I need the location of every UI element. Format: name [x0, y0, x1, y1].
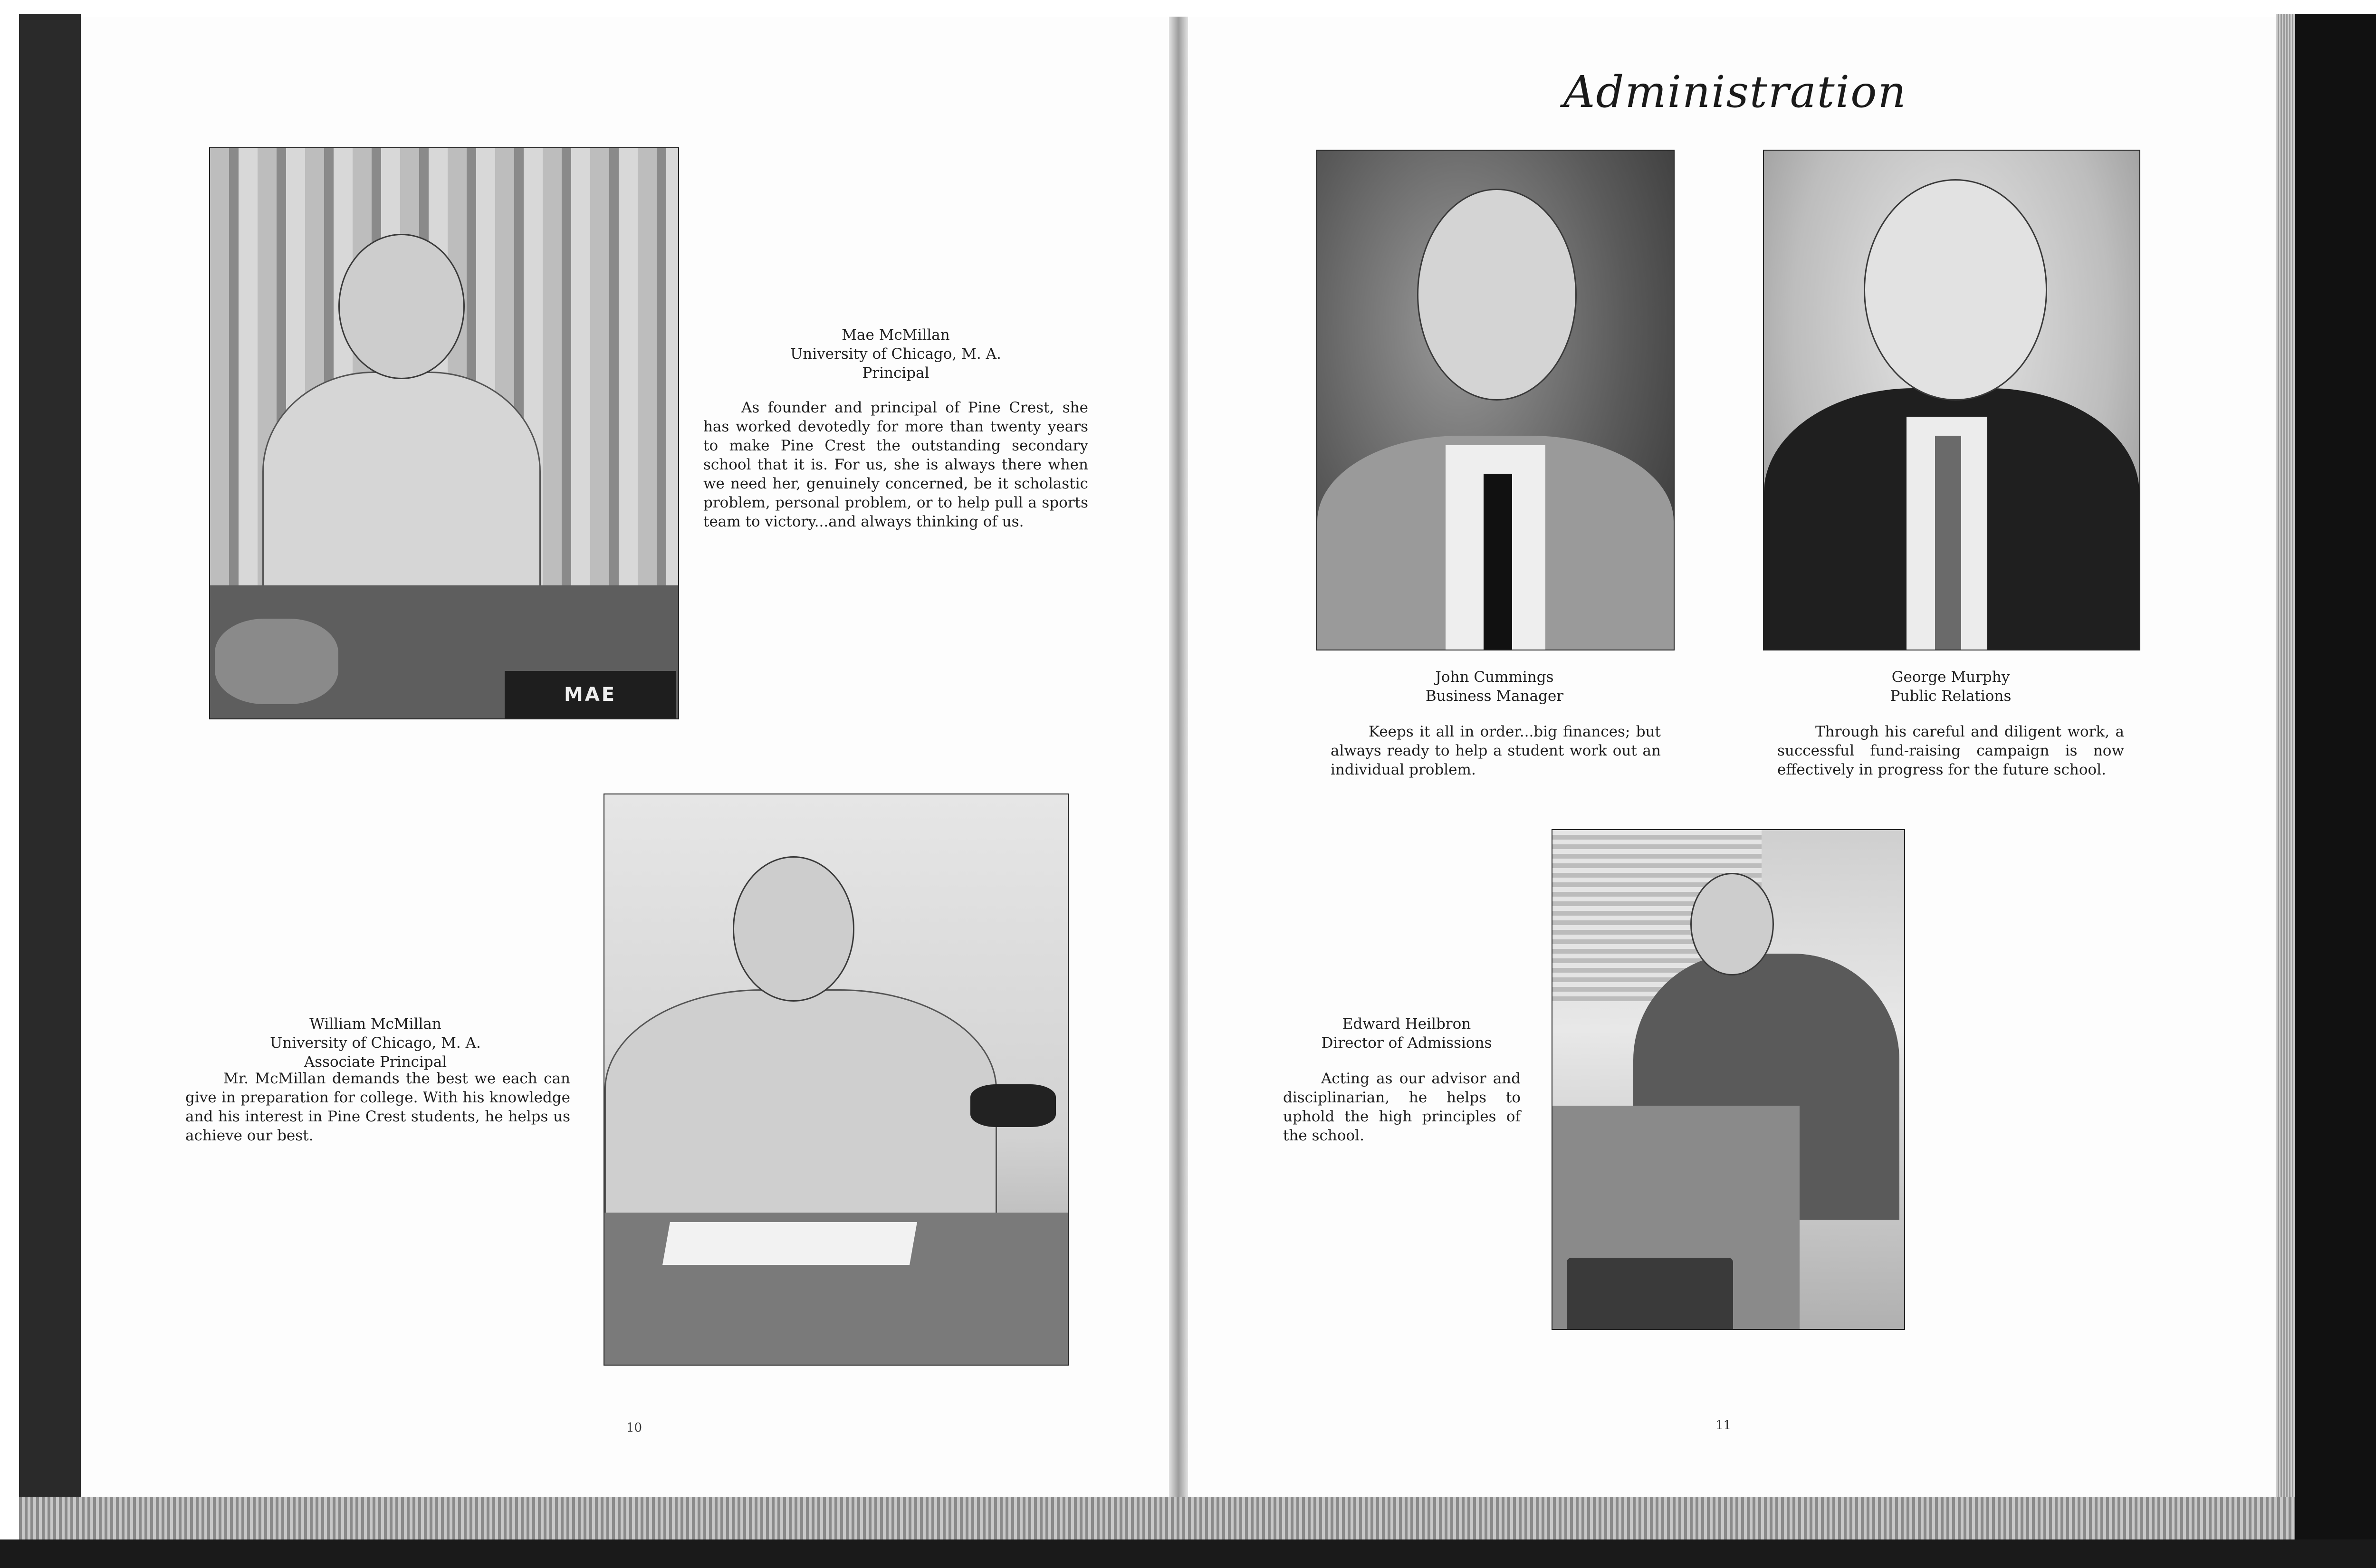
murphy-bio: Through his careful and diligent work, a successful fund-raising campaign is now effectively in progress for the future school.: [1777, 723, 2124, 778]
page-number-right: 11: [1715, 1418, 1732, 1433]
william-bio: Mr. McMillan demands the best we each can give in preparation for college. With his knowledge and his interest in Pine Crest students, he helps us achieve our best.: [185, 1070, 570, 1144]
heilbron-bio: Acting as our advisor and disciplinarian, he helps to uphold the high principles of the school.: [1283, 1070, 1521, 1144]
heilbron-name: Edward Heilbron: [1342, 1015, 1471, 1033]
mae-bio: As founder and principal of Pine Crest, she has worked devotedly for more than twenty years to make Pine Crest the outstanding secondary school that it is. For us, she is always there when we need her, genuinely concerned, be it scholastic problem, personal problem, or to help pull a sports team to victory...and always thinking of us.: [703, 399, 1088, 530]
mae-name: Mae McMillan: [842, 326, 950, 344]
murphy-name: George Murphy: [1891, 669, 2010, 686]
cummings-name: John Cummings: [1435, 669, 1554, 686]
photo-william-mcmillan: [604, 794, 1069, 1366]
cummings-caption: [1316, 668, 1673, 706]
page-number-left: 10: [626, 1421, 642, 1435]
section-title: Administration: [1563, 67, 1907, 117]
photo-george-murphy: [1763, 150, 2140, 650]
photo-john-cummings: [1316, 150, 1675, 650]
nameplate-mae: MAE: [505, 671, 676, 718]
william-degree: University of Chicago, M. A.: [270, 1034, 481, 1052]
william-title: Associate Principal: [304, 1053, 447, 1071]
cummings-title: Business Manager: [1425, 688, 1564, 705]
photo-edward-heilbron: [1552, 829, 1905, 1330]
william-name: William McMillan: [309, 1015, 441, 1033]
mae-caption: [756, 325, 1036, 382]
heilbron-title: Director of Admissions: [1321, 1034, 1492, 1052]
william-caption: [181, 1014, 570, 1071]
mae-title: Principal: [862, 364, 929, 382]
mae-degree: University of Chicago, M. A.: [790, 345, 1001, 363]
page-edges: [2276, 14, 2295, 1520]
heilbron-caption: [1274, 1014, 1540, 1052]
book-gutter: [1169, 17, 1188, 1509]
cummings-bio: Keeps it all in order...big finances; but always ready to help a student work out an individual problem.: [1331, 723, 1661, 778]
scan-shadow: [0, 1539, 2376, 1568]
book-cover-right: [2295, 14, 2376, 1558]
book-cover-left: [19, 14, 81, 1511]
murphy-title: Public Relations: [1890, 688, 2012, 705]
murphy-caption: [1763, 668, 2138, 706]
photo-mae-mcmillan: [209, 147, 679, 719]
